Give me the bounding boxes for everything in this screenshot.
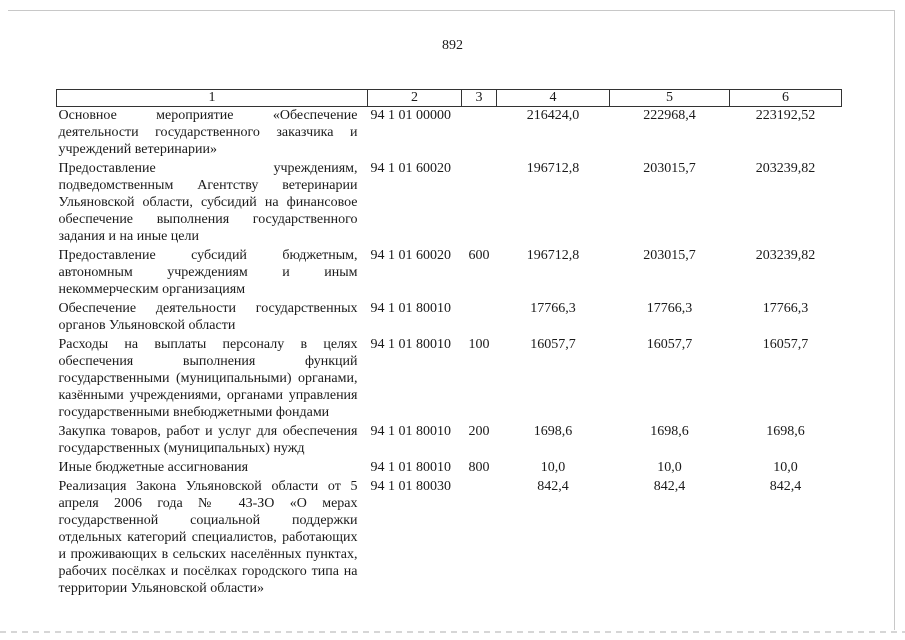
row-value-col5: 1698,6 bbox=[650, 424, 689, 439]
row-name: Закупка товаров, работ и услуг для обеспечения государственных (муниципальных) нужд bbox=[58, 424, 358, 456]
row-code: 94 1 01 00000 bbox=[370, 108, 451, 123]
row-value-col4: 17766,3 bbox=[530, 301, 576, 316]
row-value-col6: 16057,7 bbox=[762, 337, 809, 352]
row-value-col6: 17766,3 bbox=[762, 301, 809, 316]
row-code: 94 1 01 80010 bbox=[370, 424, 451, 439]
row-value-col6: 203239,82 bbox=[755, 248, 816, 263]
row-value-col5: 16057,7 bbox=[646, 337, 693, 352]
column-header: 5 bbox=[610, 90, 730, 107]
row-code: 94 1 01 80010 bbox=[370, 460, 451, 475]
column-header: 2 bbox=[368, 90, 462, 107]
table-row bbox=[57, 423, 842, 459]
page-number: 892 bbox=[442, 38, 463, 53]
row-value-col4: 216424,0 bbox=[526, 108, 580, 123]
row-expense-type bbox=[462, 300, 497, 336]
row-code: 94 1 01 80030 bbox=[370, 479, 451, 494]
row-value-col5: 203015,7 bbox=[643, 161, 696, 176]
row-value-col4: 842,4 bbox=[537, 479, 569, 494]
row-value-col4: 10,0 bbox=[540, 460, 566, 475]
table-row bbox=[57, 459, 842, 478]
row-expense-type bbox=[462, 478, 497, 599]
row-code: 94 1 01 60020 bbox=[370, 161, 451, 176]
row-value-col6: 10,0 bbox=[773, 460, 798, 475]
row-value-col5: 842,4 bbox=[653, 479, 686, 494]
column-header: 4 bbox=[497, 90, 610, 107]
row-name: Предоставление учреждениям, подведомственным Агентству ветеринарии Ульяновской области, субсидий на финансовое обеспечение выполнения государственного задания и на иные цели bbox=[58, 161, 358, 244]
row-value-col6: 223192,52 bbox=[755, 108, 816, 123]
column-header: 6 bbox=[730, 90, 842, 107]
row-value-col4: 196712,8 bbox=[526, 248, 580, 263]
table-row bbox=[57, 336, 842, 423]
row-value-col5: 203015,7 bbox=[643, 248, 696, 263]
row-value-col6: 1698,6 bbox=[766, 424, 805, 439]
table-row bbox=[57, 247, 842, 300]
row-name: Реализация Закона Ульяновской области от 5 апреля 2006 года № 43-ЗО «О мерах государственной социальной поддержки отдельных категорий специалистов, работающих и проживающих в сельских населённых пунктах, рабочих посёлках и посёлках городского типа на территории Ульяновской области» bbox=[58, 479, 358, 596]
row-name: Иные бюджетные ассигнования bbox=[58, 460, 249, 475]
row-name: Основное мероприятие «Обеспечение деятельности государственного заказчика и учреждений ветеринарии» bbox=[58, 108, 358, 157]
row-code: 94 1 01 80010 bbox=[370, 337, 451, 352]
row-value-col6: 842,4 bbox=[769, 479, 802, 494]
row-code: 94 1 01 60020 bbox=[370, 248, 451, 263]
table-header-row bbox=[57, 90, 842, 107]
row-name: Расходы на выплаты персоналу в целях обеспечения выполнения функций государственными (муниципальными) органами, казёнными учреждениями, органами управления государственными внебюджетными фондами bbox=[58, 337, 358, 420]
table-row bbox=[57, 107, 842, 161]
row-value-col5: 17766,3 bbox=[646, 301, 693, 316]
row-expense-type bbox=[462, 160, 497, 247]
column-header: 1 bbox=[57, 90, 368, 107]
table-row bbox=[57, 478, 842, 599]
row-value-col6: 203239,82 bbox=[755, 161, 816, 176]
row-expense-type: 800 bbox=[468, 460, 490, 475]
row-expense-type bbox=[462, 107, 497, 161]
row-value-col5: 10,0 bbox=[657, 460, 682, 475]
row-value-col5: 222968,4 bbox=[643, 108, 696, 123]
row-value-col4: 1698,6 bbox=[533, 424, 573, 439]
row-code: 94 1 01 80010 bbox=[370, 301, 451, 316]
row-value-col4: 196712,8 bbox=[526, 161, 580, 176]
row-name: Предоставление субсидий бюджетным, автономным учреждениям и иным некоммерческим организациям bbox=[58, 248, 358, 297]
column-header: 3 bbox=[462, 90, 497, 107]
row-expense-type: 100 bbox=[468, 337, 490, 352]
table-row bbox=[57, 160, 842, 247]
table-row bbox=[57, 300, 842, 336]
scan-edge-artifact bbox=[0, 631, 905, 633]
row-expense-type: 200 bbox=[468, 424, 490, 439]
budget-table bbox=[56, 89, 842, 599]
row-name: Обеспечение деятельности государственных органов Ульяновской области bbox=[58, 301, 358, 333]
row-expense-type: 600 bbox=[468, 248, 490, 263]
row-value-col4: 16057,7 bbox=[530, 337, 576, 352]
